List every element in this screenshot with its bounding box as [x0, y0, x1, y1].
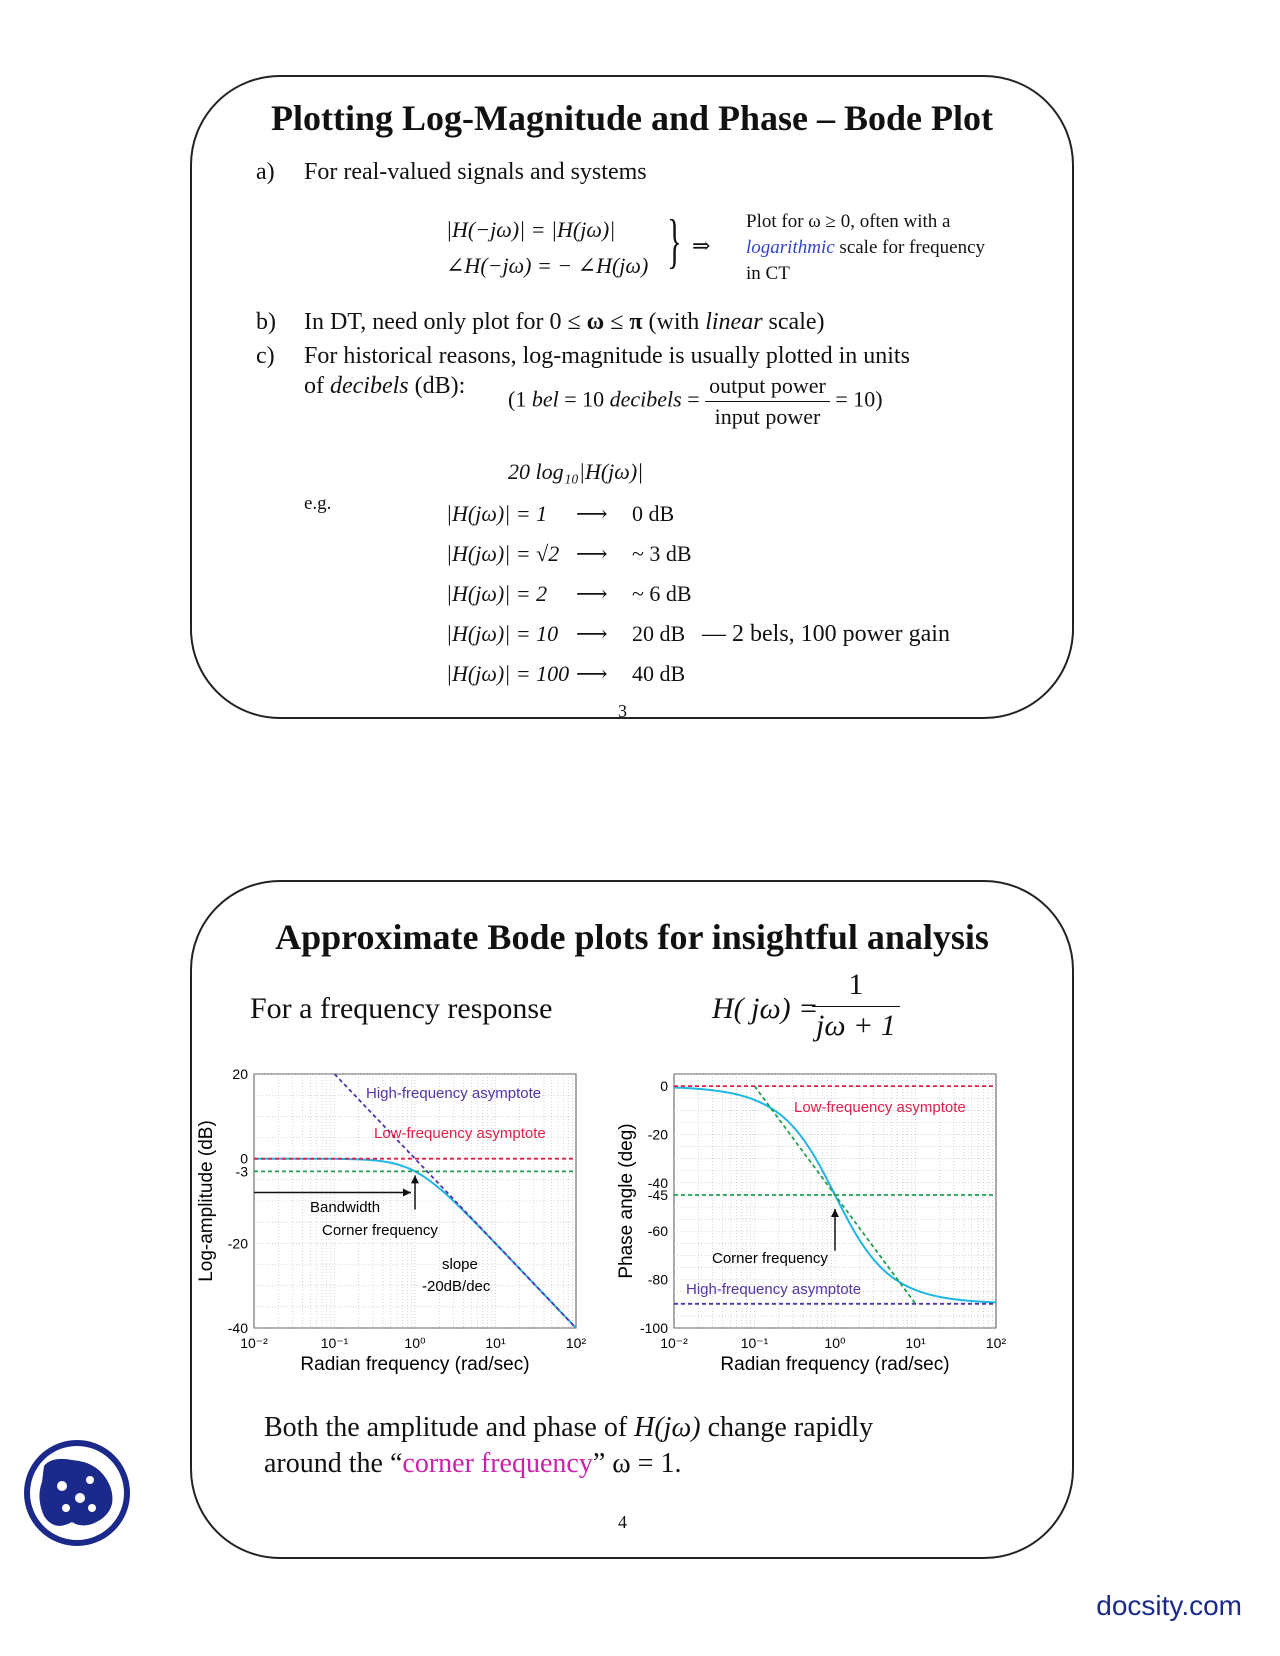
arrow-icon: ⟶	[576, 501, 608, 526]
transfer-function-lhs: H( jω) =	[712, 992, 819, 1025]
db-formula: 20 log₁₀|H(jω)|	[508, 459, 644, 484]
arrow-icon: ⟶	[576, 621, 608, 646]
c-pre: of	[304, 373, 330, 399]
magnitude-value: |H(jω)| = 100	[446, 661, 570, 686]
arrow-icon: ⟶	[576, 541, 608, 566]
bottom1-post: change rapidly	[700, 1412, 874, 1443]
x-tick-label: 10⁰	[404, 1335, 426, 1351]
y-tick-label: -100	[639, 1320, 668, 1336]
db-example-row	[446, 541, 696, 567]
item-c-label: c)	[256, 343, 275, 369]
db-value: 0 dB	[632, 501, 675, 526]
x-tick-label: 10⁻²	[240, 1335, 268, 1351]
item-a-text: For real-valued signals and systems	[304, 159, 647, 185]
slope-label: slope	[442, 1256, 478, 1273]
bottom-line-2	[264, 1448, 681, 1480]
note-line-2-rest: scale for frequency	[834, 237, 986, 258]
high-asymptote-label: High-frequency asymptote	[366, 1085, 542, 1102]
bottom2-pre: around the “	[264, 1448, 403, 1479]
item-a-label: a)	[256, 159, 275, 185]
transfer-function-fraction	[812, 968, 900, 1043]
slide-3	[190, 75, 1074, 719]
bottom2-post: ” ω = 1.	[592, 1448, 682, 1479]
equation-magnitude: |H(−jω)| = |H(jω)|	[446, 217, 616, 242]
page-number: 3	[618, 701, 627, 721]
phase-plot	[616, 1054, 1062, 1375]
c-post: (dB):	[408, 373, 466, 399]
x-tick-label: 10⁻²	[660, 1335, 688, 1351]
x-tick-label: 10⁰	[824, 1335, 846, 1351]
y-tick-label: -45	[647, 1186, 668, 1203]
b-omega: ω	[586, 309, 605, 335]
y-tick-label: -3	[235, 1163, 248, 1180]
b-pre: In DT, need only plot for 0 ≤	[304, 309, 587, 335]
low-asymptote-label: Low-frequency asymptote	[794, 1099, 966, 1116]
db-example-row	[446, 501, 696, 527]
note-line-1: Plot for ω ≥ 0, often with a	[746, 211, 951, 232]
note-line-2	[746, 237, 985, 259]
b-linear: linear	[705, 309, 763, 335]
x-tick-label: 10²	[565, 1335, 587, 1351]
b-post1: (with	[642, 309, 706, 335]
magnitude-value: |H(jω)| = 10	[446, 621, 559, 646]
bel-decibels: decibels	[609, 386, 682, 412]
eg-label: e.g.	[304, 493, 332, 514]
intro-text: For a frequency response	[250, 992, 553, 1025]
x-axis-label: Radian frequency (rad/sec)	[300, 1354, 530, 1375]
bel-post: = 10)	[829, 386, 883, 412]
x-tick-label: 10⁻¹	[740, 1335, 769, 1351]
bottom-line-1	[264, 1412, 873, 1444]
b-pi: π	[629, 309, 643, 335]
b-post2: scale)	[762, 309, 825, 335]
item-c-text-2	[304, 373, 465, 400]
db-value: 40 dB	[632, 661, 686, 686]
tf-numerator: 1	[812, 968, 900, 1007]
y-axis-label: Phase angle (deg)	[616, 1123, 637, 1279]
arrow-icon: ⟶	[576, 581, 608, 606]
note-line-3: in CT	[746, 263, 790, 284]
y-tick-label: 20	[232, 1066, 248, 1082]
x-tick-label: 10¹	[485, 1335, 506, 1351]
corner-frequency-label: Corner frequency	[712, 1250, 828, 1267]
tf-denominator: jω + 1	[816, 1009, 896, 1042]
ratio-denominator: input power	[714, 404, 821, 429]
magnitude-value: |H(jω)| = 2	[446, 581, 548, 606]
x-tick-label: 10¹	[905, 1335, 926, 1351]
y-tick-label: -40	[647, 1174, 668, 1191]
y-tick-label: -80	[647, 1271, 668, 1288]
bel-definition	[508, 373, 883, 430]
bandwidth-label: Bandwidth	[310, 1199, 381, 1216]
equation-phase: ∠H(−jω) = − ∠H(jω)	[446, 253, 649, 278]
logarithmic-word: logarithmic	[746, 237, 835, 258]
y-tick-label: -60	[647, 1223, 668, 1240]
b-mid: ≤	[604, 309, 630, 335]
y-axis-label: Log-amplitude (dB)	[196, 1120, 217, 1282]
brace: }	[667, 208, 682, 274]
high-asymptote-label: High-frequency asymptote	[686, 1281, 862, 1298]
slide-title: Approximate Bode plots for insightful analysis	[275, 917, 989, 957]
item-b-text	[304, 309, 825, 336]
y-tick-label: -20	[227, 1235, 248, 1252]
bottom1-pre: Both the amplitude and phase of	[264, 1412, 635, 1443]
y-tick-label: 0	[240, 1150, 248, 1167]
db-value: 20 dB	[632, 621, 686, 646]
magnitude-value: |H(jω)| = 1	[446, 501, 548, 526]
slope-value-label: -20dB/dec	[422, 1278, 491, 1295]
magnitude-plot	[192, 1054, 612, 1374]
bel-eq: =	[681, 386, 706, 412]
bottom1-h: H(jω)	[634, 1412, 701, 1443]
magnitude-value: |H(jω)| = √2	[446, 541, 560, 566]
y-tick-label: -20	[647, 1126, 668, 1143]
docsity-link[interactable]: docsity.com	[1096, 1590, 1242, 1621]
db-example-row	[446, 621, 950, 648]
bel-pre: (1	[508, 386, 532, 412]
slide-title: Plotting Log-Magnitude and Phase – Bode Plot	[270, 98, 994, 138]
bel-mid: = 10	[558, 386, 610, 412]
db-value: ~ 6 dB	[632, 581, 692, 606]
implies-arrow: ⇒	[692, 233, 711, 258]
low-asymptote-label: Low-frequency asymptote	[374, 1125, 546, 1142]
c-decibels: decibels	[330, 373, 409, 399]
corner-frequency-highlight: corner frequency	[402, 1448, 593, 1479]
y-tick-label: 0	[660, 1078, 668, 1095]
x-tick-label: 10²	[985, 1335, 1007, 1351]
ratio-numerator: output power	[705, 373, 830, 402]
item-b-label: b)	[256, 309, 276, 335]
db-value: ~ 3 dB	[632, 541, 692, 566]
bel-word: bel	[531, 386, 559, 412]
power-ratio	[705, 373, 830, 430]
corner-frequency-label: Corner frequency	[322, 1222, 438, 1239]
slide-4	[190, 880, 1074, 1559]
db-note: — 2 bels, 100 power gain	[696, 621, 950, 647]
tf-frac	[812, 968, 900, 1043]
item-c-text-1: For historical reasons, log-magnitude is usually plotted in units	[304, 343, 910, 369]
x-tick-label: 10⁻¹	[320, 1335, 349, 1351]
y-tick-label: -40	[227, 1320, 248, 1336]
db-example-row	[446, 661, 696, 687]
page-number: 4	[618, 1512, 627, 1532]
db-example-row	[446, 581, 696, 607]
docsity-logo-icon[interactable]	[22, 1438, 132, 1548]
arrow-icon: ⟶	[576, 661, 608, 686]
x-axis-label: Radian frequency (rad/sec)	[720, 1354, 950, 1375]
